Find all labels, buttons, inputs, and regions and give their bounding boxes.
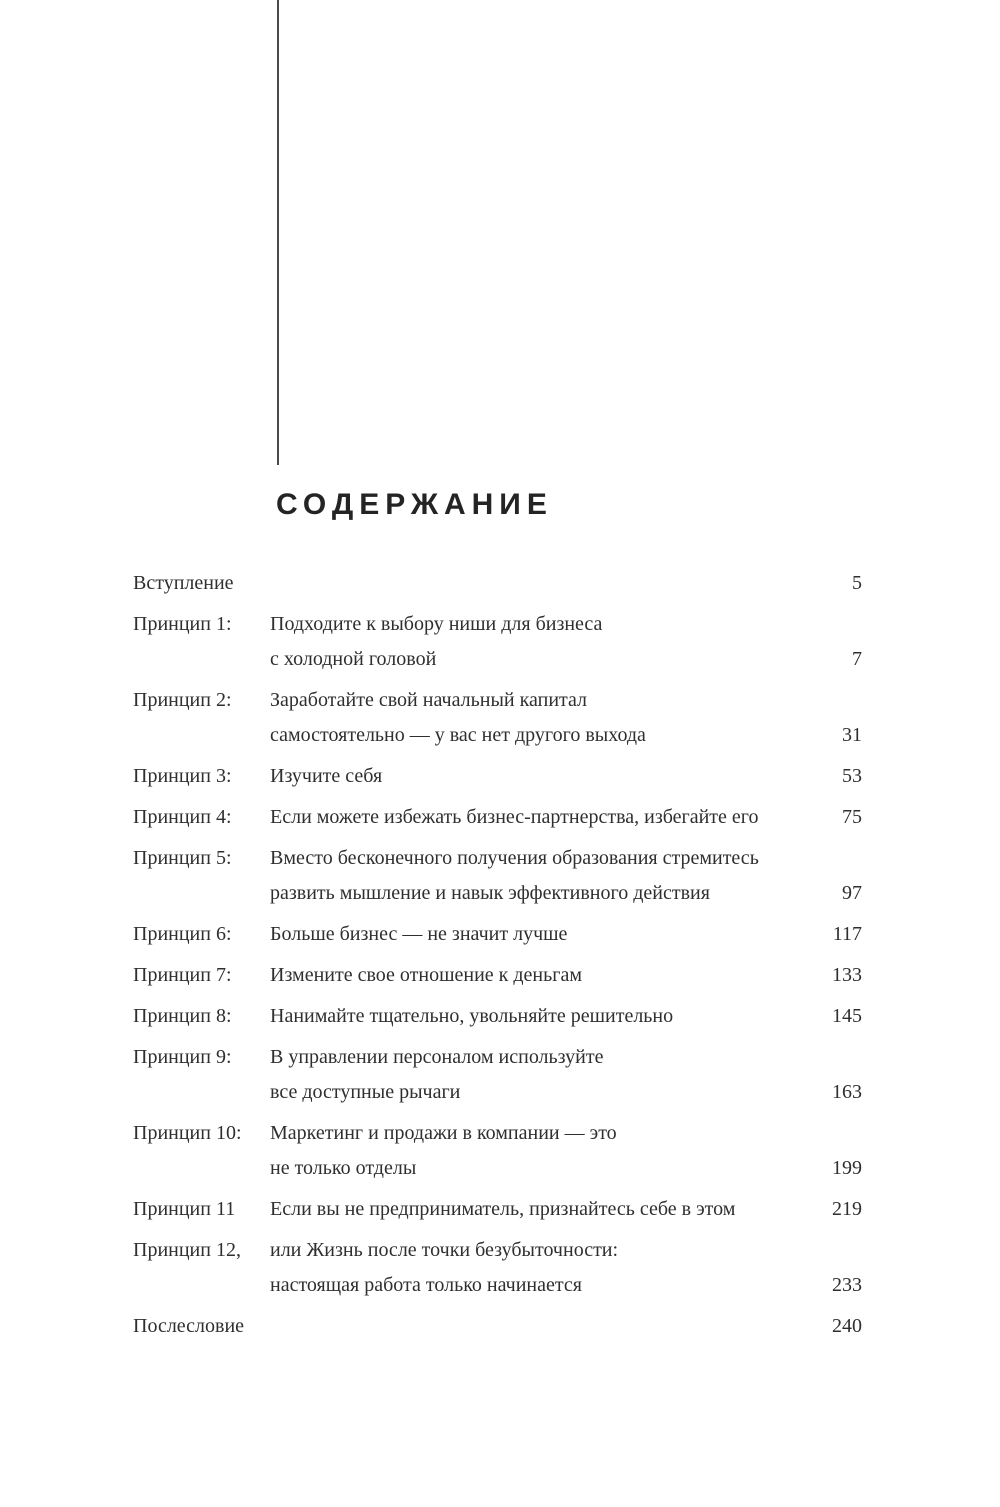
entry-label: Принцип 6:	[133, 923, 232, 945]
entry-label: Принцип 8:	[133, 1005, 232, 1027]
entry-title: Подходите к выбору ниши для бизнеса	[270, 613, 603, 635]
entry-title: не только отделы	[270, 1157, 417, 1179]
entry-title: все доступные рычаги	[270, 1081, 461, 1103]
toc-entry	[133, 683, 862, 753]
toc-row	[133, 917, 862, 952]
entry-page-number: 97	[842, 882, 862, 904]
entry-label: Вступление	[133, 572, 234, 594]
toc-row	[133, 683, 862, 718]
toc-row	[133, 1151, 862, 1186]
toc-entry	[133, 958, 862, 993]
entry-page-number: 75	[842, 806, 862, 828]
entry-title: Заработайте свой начальный капитал	[270, 689, 588, 711]
entry-page-number: 240	[832, 1315, 862, 1337]
toc-row	[133, 607, 862, 642]
entry-title: Маркетинг и продажи в компании — это	[270, 1122, 617, 1144]
toc-row	[133, 1040, 862, 1075]
entry-page-number	[800, 683, 862, 718]
toc-entry	[133, 1040, 862, 1110]
entry-title: Измените свое отношение к деньгам	[270, 964, 582, 986]
entry-page-number	[800, 841, 862, 876]
entry-label: Принцип 7:	[133, 964, 232, 986]
toc-row	[133, 1233, 862, 1268]
entry-title: Изучите себя	[270, 765, 383, 787]
entry-title: В управлении персоналом используйте	[270, 1046, 604, 1068]
toc-entry	[133, 607, 862, 677]
entry-title: развить мышление и навык эффективного действия	[270, 882, 710, 904]
entry-page-number: 31	[842, 724, 862, 746]
entry-title: Если вы не предприниматель, признайтесь себе в этом	[270, 1198, 736, 1220]
toc-row	[133, 999, 862, 1034]
entry-page-number	[800, 1116, 862, 1151]
entry-label: Принцип 1:	[133, 613, 232, 635]
entry-title: самостоятельно — у вас нет другого выхода	[270, 724, 646, 746]
toc-entry	[133, 1116, 862, 1186]
entry-title	[270, 1309, 800, 1344]
entry-page-number: 133	[832, 964, 862, 986]
table-of-contents	[133, 566, 862, 1350]
entry-label	[133, 642, 270, 677]
toc-entry	[133, 999, 862, 1034]
toc-entry	[133, 841, 862, 911]
entry-label: Принцип 2:	[133, 689, 232, 711]
contents-heading: СОДЕРЖАНИЕ	[276, 488, 553, 521]
entry-label: Принцип 10:	[133, 1122, 242, 1144]
entry-page-number: 163	[832, 1081, 862, 1103]
entry-label: Принцип 3:	[133, 765, 232, 787]
entry-label	[133, 1151, 270, 1186]
entry-label: Принцип 5:	[133, 847, 232, 869]
entry-title: или Жизнь после точки безубыточности:	[270, 1239, 619, 1261]
toc-entry	[133, 1309, 862, 1344]
toc-entry	[133, 759, 862, 794]
toc-entry	[133, 1192, 862, 1227]
entry-title: настоящая работа только начинается	[270, 1274, 582, 1296]
entry-label: Принцип 12,	[133, 1239, 241, 1261]
entry-title: Нанимайте тщательно, увольняйте решительно	[270, 1005, 674, 1027]
toc-row	[133, 1192, 862, 1227]
entry-title: Вместо бесконечного получения образования стремитесь	[270, 847, 759, 869]
entry-label: Принцип 4:	[133, 806, 232, 828]
entry-page-number: 117	[832, 923, 862, 945]
entry-label	[133, 1075, 270, 1110]
entry-title	[270, 566, 800, 601]
entry-label: Послесловие	[133, 1315, 245, 1337]
toc-row	[133, 759, 862, 794]
toc-row	[133, 841, 862, 876]
entry-page-number: 7	[852, 648, 862, 670]
toc-entry	[133, 800, 862, 835]
entry-page-number: 199	[832, 1157, 862, 1179]
toc-entry	[133, 917, 862, 952]
entry-page-number: 145	[832, 1005, 862, 1027]
entry-label	[133, 876, 270, 911]
toc-row	[133, 1268, 862, 1303]
toc-row	[133, 1116, 862, 1151]
entry-title: Больше бизнес — не значит лучше	[270, 923, 568, 945]
top-vertical-rule	[277, 0, 279, 465]
entry-page-number	[800, 607, 862, 642]
toc-row	[133, 566, 862, 601]
entry-page-number	[800, 1233, 862, 1268]
entry-label	[133, 718, 270, 753]
toc-row	[133, 1075, 862, 1110]
toc-row	[133, 800, 862, 835]
entry-label: Принцип 11	[133, 1198, 236, 1220]
entry-page-number: 233	[832, 1274, 862, 1296]
entry-page-number: 5	[852, 572, 862, 594]
toc-row	[133, 718, 862, 753]
entry-page-number: 219	[832, 1198, 862, 1220]
entry-title: Если можете избежать бизнес-партнерства, избегайте его	[270, 806, 759, 828]
entry-page-number: 53	[842, 765, 862, 787]
entry-label	[133, 1268, 270, 1303]
toc-row	[133, 958, 862, 993]
entry-title: с холодной головой	[270, 648, 437, 670]
toc-row	[133, 1309, 862, 1344]
entry-label: Принцип 9:	[133, 1046, 232, 1068]
toc-entry	[133, 566, 862, 601]
toc-row	[133, 642, 862, 677]
toc-row	[133, 876, 862, 911]
entry-page-number	[800, 1040, 862, 1075]
toc-entry	[133, 1233, 862, 1303]
